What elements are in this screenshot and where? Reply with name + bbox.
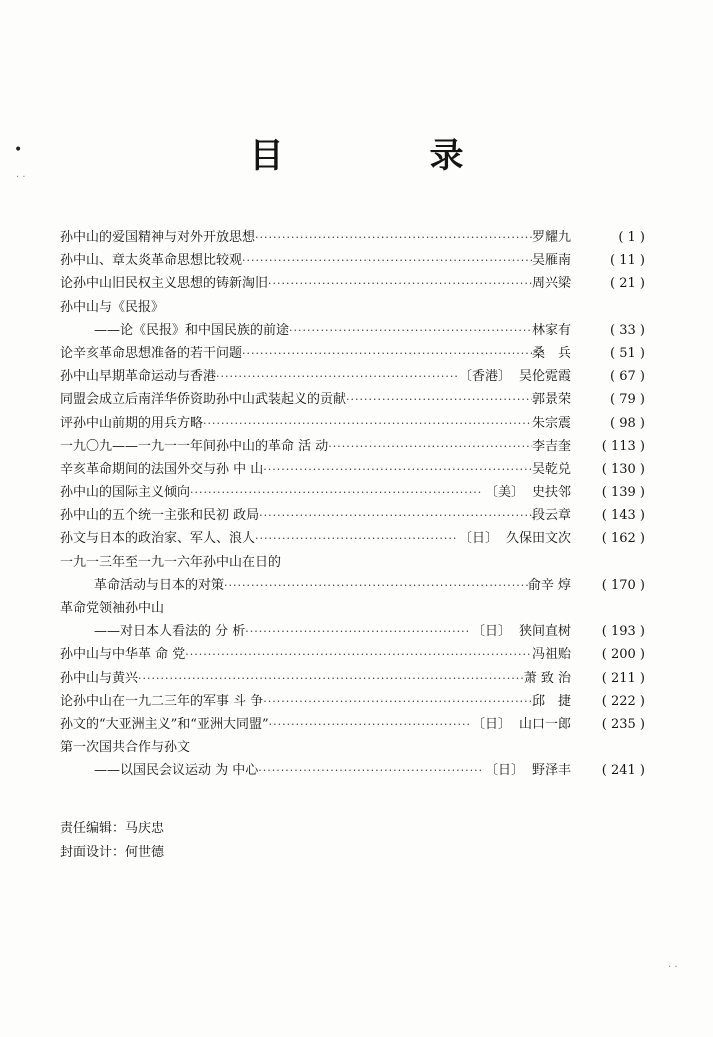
toc-entry [60, 272, 645, 295]
entry-page: ( 79 ) [610, 392, 645, 408]
dot-leader [216, 365, 457, 388]
entry-page: ( 235 ) [601, 716, 645, 732]
entry-title: 孙中山早期革命运动与香港 [60, 369, 217, 385]
editor-credit: 责任编辑：马庆忠 [60, 821, 165, 836]
dot-leader [263, 690, 532, 713]
toc-entry [60, 643, 645, 666]
dot-leader [255, 226, 532, 249]
dot-leader [190, 481, 483, 504]
entry-author: 吴雁南 [531, 253, 571, 269]
dot-leader [242, 249, 532, 272]
entry-title: 孙中山、章太炎革命思想比较观 [60, 253, 243, 269]
toc-entry [60, 481, 645, 504]
entry-author: 萧 致 治 [523, 670, 571, 686]
entry-page: ( 193 ) [601, 624, 645, 640]
toc-entry [60, 249, 645, 272]
toc-entry [60, 620, 645, 643]
entry-title: 一九〇九——一九一一年间孙中山的革命 活 动 [60, 438, 329, 454]
entry-page: ( 130 ) [601, 461, 645, 477]
entry-page: ( 51 ) [610, 345, 645, 361]
dot-leader [346, 388, 532, 411]
entry-title: 论辛亥革命思想准备的若干问题 [60, 345, 243, 361]
entry-title: 孙中山的爱国精神与对外开放思想 [60, 230, 256, 245]
dot-leader [269, 713, 470, 736]
toc-entry [60, 458, 645, 481]
author-country: 〔香港〕 [458, 369, 511, 385]
toc-heading [60, 597, 645, 620]
entry-author: 史扶邻 [531, 485, 571, 501]
scan-speck: · · [668, 962, 678, 973]
toc-entry [60, 365, 645, 388]
entry-page: ( 33 ) [610, 322, 645, 338]
toc-entry [60, 388, 645, 411]
entry-title: 论孙中山旧民权主义思想的铸新淘旧 [60, 276, 269, 292]
author-country: 〔日〕 [458, 531, 498, 547]
dot-leader [259, 504, 532, 527]
entry-title: 孙中山的五个统一主张和民初 政局 [60, 508, 260, 524]
author-country: 〔日〕 [471, 624, 511, 640]
author-country: 〔日〕 [471, 716, 511, 732]
entry-author: 山口一郎 [518, 716, 571, 732]
toc-entry [60, 574, 645, 597]
entry-page: ( 241 ) [601, 763, 645, 779]
dot-leader [289, 319, 532, 342]
entry-author: 吴乾兑 [531, 461, 571, 477]
dot-leader [328, 435, 532, 458]
entry-title: ——以国民会议运动 为 中心 [94, 763, 259, 779]
toc-entry [60, 412, 645, 435]
entry-title: 同盟会成立后南洋华侨资助孙中山武装起义的贡献 [60, 392, 347, 408]
entry-title: 孙中山与中华革 命 党 [60, 647, 186, 663]
entry-author: 桑 兵 [531, 345, 571, 361]
dot-leader [203, 412, 532, 435]
entry-title: 孙文与日本的政治家、军人、浪人 [60, 531, 256, 547]
author-country: 〔日〕 [484, 763, 524, 779]
dot-leader [268, 272, 532, 295]
entry-title: 评孙中山前期的用兵方略 [60, 415, 204, 431]
toc-entry [60, 342, 645, 365]
entry-page: ( 11 ) [610, 253, 645, 269]
page-title: 目 录 [249, 136, 520, 176]
entry-author: 野泽丰 [531, 763, 571, 779]
entry-title: 一九一三年至一九一六年孙中山在日的 [60, 554, 282, 570]
entry-author: 段云章 [531, 508, 571, 524]
scan-speck: · · [16, 172, 26, 183]
dot-leader [138, 667, 524, 690]
entry-page: ( 67 ) [610, 369, 645, 385]
entry-author: 周兴梁 [531, 276, 571, 292]
entry-title: ——对日本人看法的 分 析 [94, 624, 246, 640]
entry-page: ( 170 ) [601, 577, 645, 593]
entry-page: ( 211 ) [601, 670, 645, 686]
entry-author: 冯祖贻 [531, 647, 571, 663]
entry-page: ( 98 ) [610, 415, 645, 431]
toc-entry [60, 759, 645, 782]
dot-leader [245, 620, 470, 643]
toc-entry [60, 713, 645, 736]
dot-leader [185, 643, 532, 666]
toc-heading [60, 736, 645, 759]
toc-entry [60, 319, 645, 342]
toc-heading [60, 296, 645, 319]
entry-title: 孙文的“大亚洲主义”和“亚洲大同盟” [60, 716, 269, 732]
scan-speck: • [14, 142, 23, 158]
credits [60, 817, 164, 865]
table-of-contents [60, 226, 645, 783]
toc-entry [60, 435, 645, 458]
entry-title: 孙中山与黄兴 [60, 670, 139, 686]
toc-entry [60, 504, 645, 527]
entry-author: 郭景荣 [531, 392, 571, 408]
entry-page: ( 222 ) [601, 693, 645, 709]
entry-page: ( 162 ) [601, 531, 645, 547]
dot-leader [242, 342, 532, 365]
entry-page: ( 139 ) [601, 485, 645, 501]
entry-page: ( 1 ) [618, 230, 645, 245]
entry-title: 孙中山的国际主义倾向 [60, 485, 191, 501]
dot-leader [224, 574, 528, 597]
toc-entry [60, 527, 645, 550]
entry-title: 第一次国共合作与孙文 [60, 740, 191, 756]
toc-heading [60, 551, 645, 574]
toc-entry [60, 667, 645, 690]
entry-author: 久保田文次 [505, 531, 571, 547]
entry-author: 吴伦霓霞 [518, 369, 571, 385]
entry-page: ( 113 ) [601, 438, 645, 454]
entry-author: 罗耀九 [531, 230, 571, 245]
author-country: 〔美〕 [484, 485, 524, 501]
entry-page: ( 21 ) [610, 276, 645, 292]
entry-title: 论孙中山在一九二三年的军事 斗 争 [60, 693, 264, 709]
entry-author: 狭间直树 [518, 624, 571, 640]
entry-title: 革命活动与日本的对策 [94, 577, 225, 593]
toc-entry [60, 226, 645, 249]
dot-leader [255, 527, 457, 550]
entry-title: 辛亥革命期间的法国外交与孙 中 山 [60, 461, 264, 477]
entry-page: ( 143 ) [601, 508, 645, 524]
entry-title: 革命党领袖孙中山 [60, 601, 165, 616]
entry-author: 李吉奎 [531, 438, 571, 454]
entry-author: 朱宗震 [531, 415, 571, 431]
entry-title: ——论《民报》和中国民族的前途 [94, 322, 290, 338]
dot-leader [263, 458, 532, 481]
entry-author: 俞辛 焞 [527, 577, 571, 593]
entry-author: 邱 捷 [531, 693, 571, 709]
cover-design-credit: 封面设计：何世德 [60, 845, 165, 860]
toc-entry [60, 690, 645, 713]
entry-title: 孙中山与《民报》 [60, 299, 165, 315]
entry-author: 林家有 [531, 322, 571, 338]
dot-leader [258, 759, 483, 782]
entry-page: ( 200 ) [601, 647, 645, 663]
